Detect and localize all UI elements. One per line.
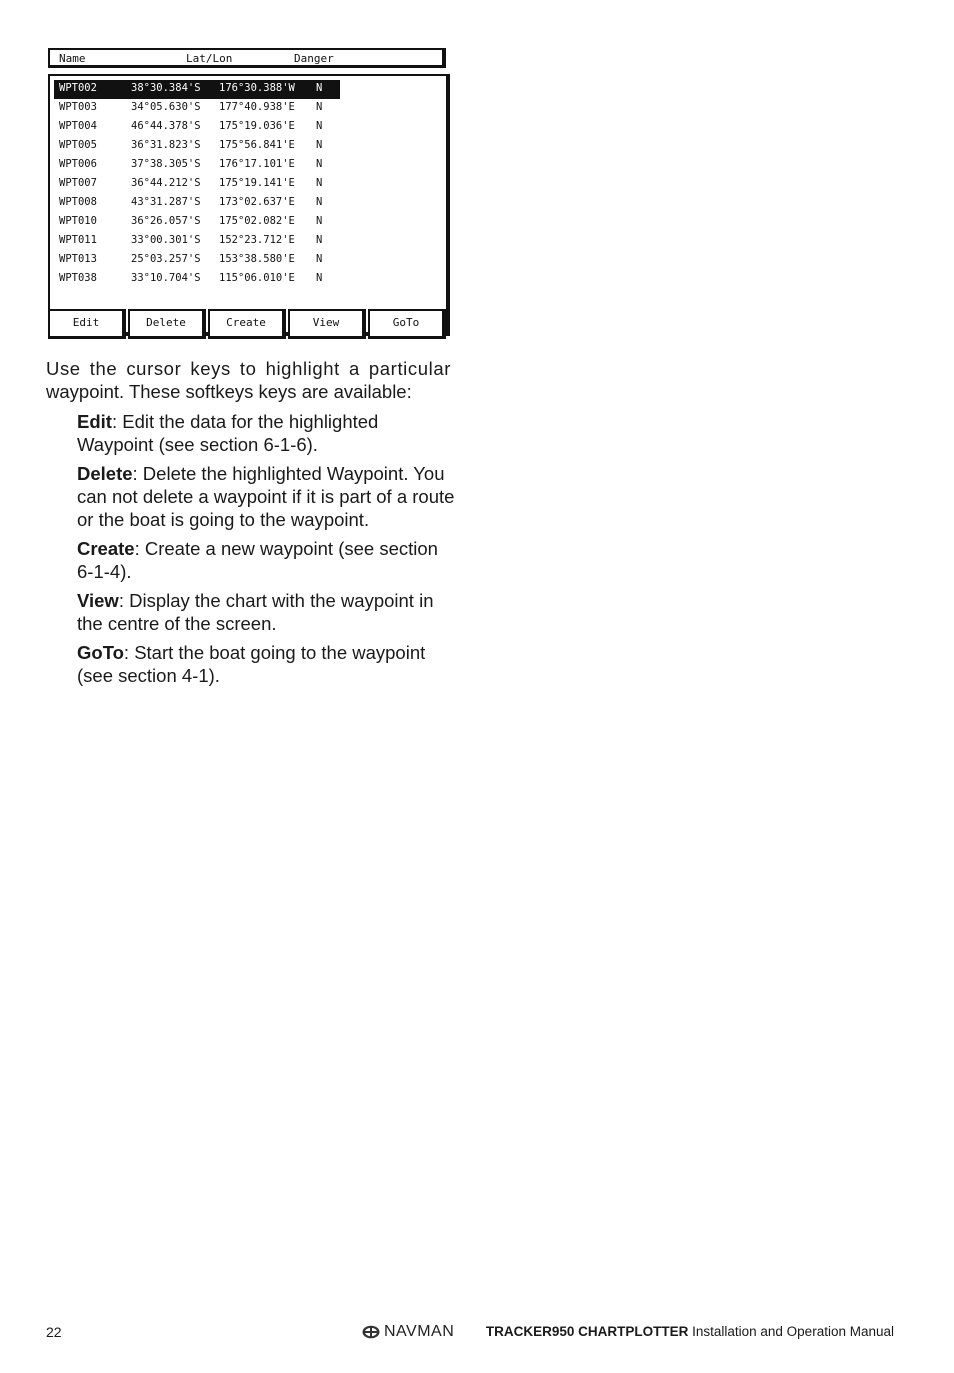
waypoint-row[interactable] [54,118,340,137]
goto-softkey[interactable]: GoTo [368,309,446,339]
waypoint-lat: 34°05.630'S [131,101,201,113]
page-number: 22 [46,1324,62,1340]
definition-edit [77,410,457,456]
header-name: Name [59,52,86,65]
waypoint-name: WPT005 [59,139,97,151]
description: : Create a new waypoint (see section 6-1-4). [77,538,438,582]
manual-title [486,1324,894,1339]
waypoint-list-screen [46,46,452,340]
edit-softkey[interactable]: Edit [48,309,126,339]
manual-subtitle: Installation and Operation Manual [688,1324,894,1339]
header-danger: Danger [294,52,334,65]
waypoint-lat: 43°31.287'S [131,196,201,208]
softkey-bar [46,309,452,340]
waypoint-lon: 173°02.637'E [219,196,295,208]
waypoint-danger: N [316,158,323,170]
waypoint-lon: 176°17.101'E [219,158,295,170]
waypoint-lat: 37°38.305'S [131,158,201,170]
waypoint-row[interactable] [54,251,340,270]
waypoint-row[interactable] [54,175,340,194]
waypoint-lon: 175°19.036'E [219,120,295,132]
waypoint-row[interactable] [54,270,340,289]
waypoint-name: WPT008 [59,196,97,208]
waypoint-row[interactable] [54,99,340,118]
waypoint-danger: N [316,139,323,151]
waypoint-name: WPT013 [59,253,97,265]
waypoint-danger: N [316,101,323,113]
navman-logo [362,1322,454,1342]
header-latlon: Lat/Lon [186,52,233,65]
intro-line-2: waypoint. These softkeys keys are available: [46,381,412,402]
waypoint-row[interactable] [54,156,340,175]
waypoint-row[interactable] [54,137,340,156]
softkey-definitions [77,410,457,693]
waypoint-danger: N [316,120,323,132]
waypoint-row[interactable] [54,232,340,251]
definition-create [77,537,457,583]
waypoint-row[interactable] [54,194,340,213]
term: Edit [77,411,112,432]
delete-softkey[interactable]: Delete [128,309,206,339]
waypoint-lat: 38°30.384'S [131,82,201,94]
waypoint-name: WPT038 [59,272,97,284]
waypoint-name: WPT004 [59,120,97,132]
waypoint-danger: N [316,82,323,94]
waypoint-danger: N [316,234,323,246]
waypoint-danger: N [316,215,323,227]
waypoint-lon: 175°02.082'E [219,215,295,227]
waypoint-lon: 115°06.010'E [219,272,295,284]
waypoint-lon: 153°38.580'E [219,253,295,265]
intro-line-1: Use the cursor keys to highlight a particular [46,358,451,379]
view-softkey[interactable]: View [288,309,366,339]
description: : Edit the data for the highlighted Waypoint (see section 6-1-6). [77,411,379,455]
waypoint-lon: 152°23.712'E [219,234,295,246]
waypoint-danger: N [316,272,323,284]
waypoint-lat: 25°03.257'S [131,253,201,265]
list-header [48,48,446,68]
waypoint-lat: 36°44.212'S [131,177,201,189]
term: GoTo [77,642,124,663]
term: Delete [77,463,133,484]
description: : Delete the highlighted Waypoint. You can not delete a waypoint if it is part of a route or the boat is going to the waypoint. [77,463,455,530]
waypoint-name: WPT003 [59,101,97,113]
waypoint-name: WPT007 [59,177,97,189]
waypoint-danger: N [316,253,323,265]
waypoint-lat: 33°00.301'S [131,234,201,246]
term: View [77,590,119,611]
description: : Start the boat going to the waypoint (see section 4-1). [77,642,426,686]
waypoint-lon: 176°30.388'W [219,82,295,94]
page-footer [0,1322,954,1344]
term: Create [77,538,135,559]
waypoint-lon: 175°56.841'E [219,139,295,151]
brand-name: NAVMAN [384,1323,455,1340]
waypoint-name: WPT002 [59,82,97,94]
waypoint-lat: 33°10.704'S [131,272,201,284]
waypoint-lat: 36°31.823'S [131,139,201,151]
navman-emblem-icon [362,1325,380,1339]
waypoint-lon: 177°40.938'E [219,101,295,113]
waypoint-row[interactable] [54,213,340,232]
create-softkey[interactable]: Create [208,309,286,339]
product-name: TRACKER950 CHARTPLOTTER [485,1324,689,1339]
waypoint-row-selected[interactable] [54,80,340,99]
waypoint-list [48,74,450,336]
definition-delete [77,462,457,531]
definition-view [77,589,457,635]
waypoint-lat: 46°44.378'S [131,120,201,132]
waypoint-name: WPT010 [59,215,97,227]
definition-goto [77,641,457,687]
waypoint-danger: N [316,196,323,208]
waypoint-name: WPT006 [59,158,97,170]
waypoint-lat: 36°26.057'S [131,215,201,227]
description: : Display the chart with the waypoint in the centre of the screen. [77,590,434,634]
intro-paragraph [46,357,451,403]
waypoint-name: WPT011 [59,234,97,246]
waypoint-lon: 175°19.141'E [219,177,295,189]
waypoint-danger: N [316,177,323,189]
